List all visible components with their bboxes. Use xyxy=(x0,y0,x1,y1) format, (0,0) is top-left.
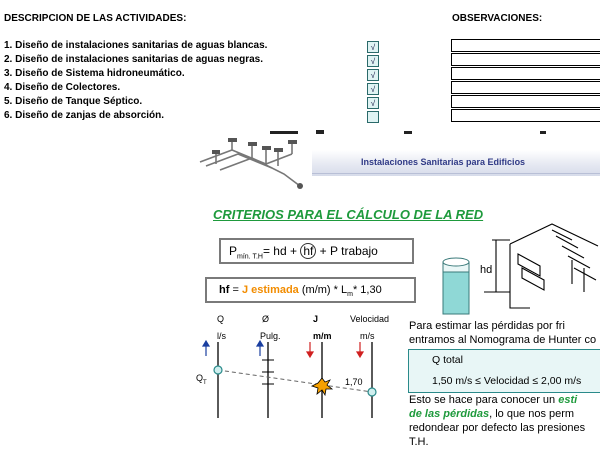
column-q-unit: l/s xyxy=(217,331,226,341)
pipe-network-illustration xyxy=(192,136,312,192)
building-tank-illustration xyxy=(432,206,600,316)
observaciones-heading: OBSERVACIONES: xyxy=(452,13,543,24)
activity-5-checkbox[interactable]: √ xyxy=(367,97,379,109)
paragraph-2-emphasis: esti xyxy=(558,394,578,406)
activity-2: 2. Diseño de instalaciones sanitarias de aguas negras. xyxy=(4,54,263,65)
column-j-unit: m/m xyxy=(313,331,332,341)
clipped-text-fragment xyxy=(270,131,298,134)
activity-6: 6. Diseño de zanjas de absorción. xyxy=(4,110,165,121)
paragraph-2-line-4: T.H. xyxy=(409,436,429,448)
paragraph-2-line-2 xyxy=(409,408,574,420)
activity-3: 3. Diseño de Sistema hidroneumático. xyxy=(4,68,185,79)
paragraph-1-line-1: Para estimar las pérdidas por fri xyxy=(409,320,565,332)
paragraph-2-text: Esto se hace para conocer un xyxy=(409,394,559,406)
formula-box-hf xyxy=(205,277,416,303)
formula-part: = hd + xyxy=(262,244,301,258)
formula-j-estimada: J estimada xyxy=(241,284,299,296)
paragraph-2-text: , lo que nos perm xyxy=(489,408,575,420)
activity-1-checkbox[interactable]: √ xyxy=(367,41,379,53)
qt-label xyxy=(196,373,207,386)
formula-p: P xyxy=(229,244,238,258)
observation-field-1[interactable] xyxy=(451,39,600,52)
formula-part: * 1,30 xyxy=(352,284,382,296)
activity-4-checkbox[interactable]: √ xyxy=(367,83,379,95)
column-j-name: J xyxy=(313,314,319,324)
qt-letter: Q xyxy=(196,373,204,383)
paragraph-2-emphasis: de las pérdidas xyxy=(409,408,490,420)
formula-part: (m/m) * L xyxy=(298,284,348,296)
clipped-text-fragment xyxy=(316,130,324,134)
banner-divider xyxy=(312,173,600,174)
activity-2-checkbox[interactable]: √ xyxy=(367,55,379,67)
formula-hf: hf xyxy=(219,284,230,296)
activity-1: 1. Diseño de instalaciones sanitarias de aguas blancas. xyxy=(4,40,268,51)
qt-subscript: T xyxy=(203,379,207,386)
activity-6-checkbox[interactable] xyxy=(367,111,379,123)
observation-field-6[interactable] xyxy=(451,109,600,122)
section-title: CRITERIOS PARA EL CÁLCULO DE LA RED xyxy=(213,207,484,222)
q-total-label: Q total xyxy=(432,354,463,366)
formula-l-subscript: m xyxy=(347,291,353,299)
hd-label: hd xyxy=(480,264,493,276)
velocity-value: 1,70 xyxy=(345,377,363,387)
column-velocity-unit: m/s xyxy=(360,331,375,341)
velocity-range: 1,50 m/s ≤ Velocidad ≤ 2,00 m/s xyxy=(432,375,582,387)
observation-field-2[interactable] xyxy=(451,53,600,66)
formula-p-subscript: mín. T.H xyxy=(237,253,263,261)
descripcion-heading: DESCRIPCION DE LAS ACTIVIDADES: xyxy=(4,13,187,24)
clipped-text-fragment xyxy=(404,131,412,134)
formula-part: = xyxy=(229,284,242,296)
clipped-text-fragment xyxy=(540,131,546,134)
observation-field-3[interactable] xyxy=(451,67,600,80)
banner-title: Instalaciones Sanitarias para Edificios xyxy=(361,157,526,167)
formula-box-pressure xyxy=(219,238,414,264)
formula-hf-circled: hf xyxy=(300,243,316,259)
paragraph-2-line-3: redondear por defecto las presiones xyxy=(409,422,586,434)
formula-part: + P trabajo xyxy=(316,244,378,258)
paragraph-2-line-1 xyxy=(409,394,577,406)
observation-field-5[interactable] xyxy=(451,95,600,108)
q-total-box xyxy=(408,349,600,393)
paragraph-1-line-2: entramos al Nomograma de Hunter co xyxy=(409,334,597,346)
column-q-name: Q xyxy=(217,314,225,324)
observation-field-4[interactable] xyxy=(451,81,600,94)
column-diameter-name: Ø xyxy=(262,314,270,324)
activity-4: 4. Diseño de Colectores. xyxy=(4,82,121,93)
column-diameter-unit: Pulg. xyxy=(260,331,281,341)
activity-3-checkbox[interactable]: √ xyxy=(367,69,379,81)
column-velocity-name: Velocidad xyxy=(350,314,390,324)
activity-5: 5. Diseño de Tanque Séptico. xyxy=(4,96,143,107)
